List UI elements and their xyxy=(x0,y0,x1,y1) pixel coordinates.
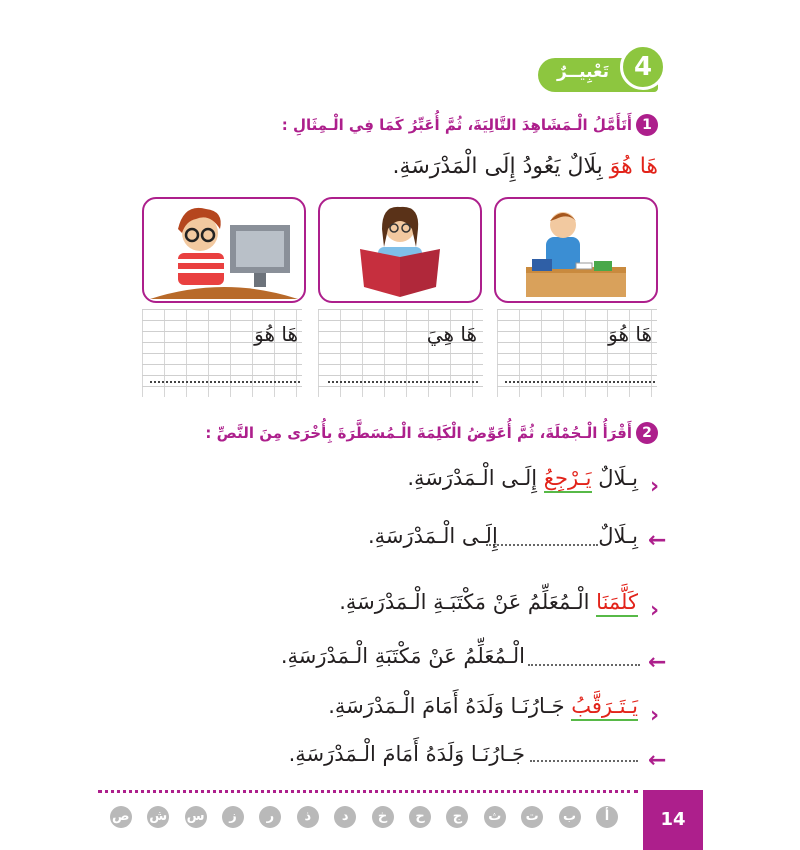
answer-2-end: الْـمُعَلِّمُ عَنْ مَكْتَبَةِ الْـمَدْرَسَةِ. xyxy=(280,644,525,668)
example-highlight: هَا هُوَ xyxy=(609,154,658,179)
alphabet-letter: خ xyxy=(372,806,394,828)
question-1-number: 1 xyxy=(636,114,658,136)
alphabet-letter: ص xyxy=(110,806,132,828)
girl-reading-illustration xyxy=(320,199,480,301)
example-rest: بِلَالٌ يَعُودُ إِلَى الْمَدْرَسَةِ. xyxy=(392,154,610,179)
alphabet-letter: ر xyxy=(259,806,281,828)
page-number: 14 xyxy=(643,790,703,850)
alphabet-letter: ش xyxy=(147,806,169,828)
alphabet-letter: ح xyxy=(409,806,431,828)
bullet-arrow-icon: › xyxy=(650,474,660,499)
sentence-1 xyxy=(407,466,638,490)
alphabet-letter: ذ xyxy=(297,806,319,828)
question-1-instruction: أَتَأَمَّلُ الْـمَشَاهِدَ التَّالِيَةَ، ثُمَّ أُعَبِّرُ كَمَا فِي الْـمِثَالِ : xyxy=(281,116,632,134)
writing-line-1 xyxy=(505,381,655,383)
writing-line-3 xyxy=(150,381,300,383)
sentence-1-underlined: يَـرْجِعُ xyxy=(544,466,592,493)
scene-boy-at-desk xyxy=(494,197,658,303)
alphabet-letter: د xyxy=(334,806,356,828)
bullet-arrow-icon: › xyxy=(650,598,660,623)
sentence-1-rest: إِلَـى الْـمَدْرَسَةِ. xyxy=(407,466,544,490)
alphabet-letter: ج xyxy=(446,806,468,828)
alphabet-letter: ز xyxy=(222,806,244,828)
question-2-instruction: أَقْرَأُ الْـجُمْلَةَ، ثُمَّ أُعَوِّضُ الْكَلِمَةَ الْـمُسَطَّرَةَ بِأُخْرَى مِنَ النَّصِّ : xyxy=(205,424,632,442)
section-number: 4 xyxy=(620,44,666,90)
boy-at-desk-illustration xyxy=(496,199,656,301)
answer-2-blank[interactable] xyxy=(528,664,640,666)
answer-1-blank[interactable] xyxy=(486,544,598,546)
footer-divider xyxy=(98,790,638,793)
sentence-3-rest: جَـارُنَـا وَلَدَهُ أَمَامَ الْـمَدْرَسَةِ. xyxy=(328,694,572,718)
question-2-number: 2 xyxy=(636,422,658,444)
example-sentence xyxy=(393,154,658,179)
writing-line-2 xyxy=(328,381,478,383)
alphabet-letter: أ xyxy=(596,806,618,828)
boy-at-computer-illustration xyxy=(144,199,304,301)
alphabet-letter: س xyxy=(185,806,207,828)
answer-arrow-icon: ← xyxy=(648,748,667,773)
sentence-3 xyxy=(328,694,638,718)
answer-1-end: إِلَـى الْـمَدْرَسَةِ. xyxy=(368,524,498,548)
answer-3-blank[interactable] xyxy=(530,760,638,762)
answer-1-start: بِـلَالٌ xyxy=(598,524,638,548)
writing-prompt-2: هَا هِيَ xyxy=(426,322,477,346)
alphabet-letter: ب xyxy=(559,806,581,828)
alphabet-letter: ث xyxy=(484,806,506,828)
sentence-1-start: بِـلَالٌ xyxy=(591,466,638,490)
sentence-2 xyxy=(339,590,638,614)
answer-3-end: جَـارُنَـا وَلَدَهُ أَمَامَ الْـمَدْرَسَةِ. xyxy=(288,742,525,766)
scene-boy-at-computer xyxy=(142,197,306,303)
answer-arrow-icon: ← xyxy=(648,650,667,675)
section-title: تَعْبِيــرٌ xyxy=(556,62,610,82)
scene-girl-reading xyxy=(318,197,482,303)
sentence-2-underlined: كَلَّمَنَا xyxy=(596,590,638,617)
sentence-3-underlined: يَـتَـرَقَّبُ xyxy=(571,694,638,721)
answer-arrow-icon: ← xyxy=(648,528,667,553)
bullet-arrow-icon: › xyxy=(650,703,660,728)
sentence-2-rest: الْـمُعَلِّمُ عَنْ مَكْتَبَـةِ الْـمَدْرَسَةِ. xyxy=(339,590,597,614)
alphabet-letter: ت xyxy=(521,806,543,828)
writing-prompt-1: هَا هُوَ xyxy=(608,322,652,346)
writing-prompt-3: هَا هُوَ xyxy=(254,322,298,346)
